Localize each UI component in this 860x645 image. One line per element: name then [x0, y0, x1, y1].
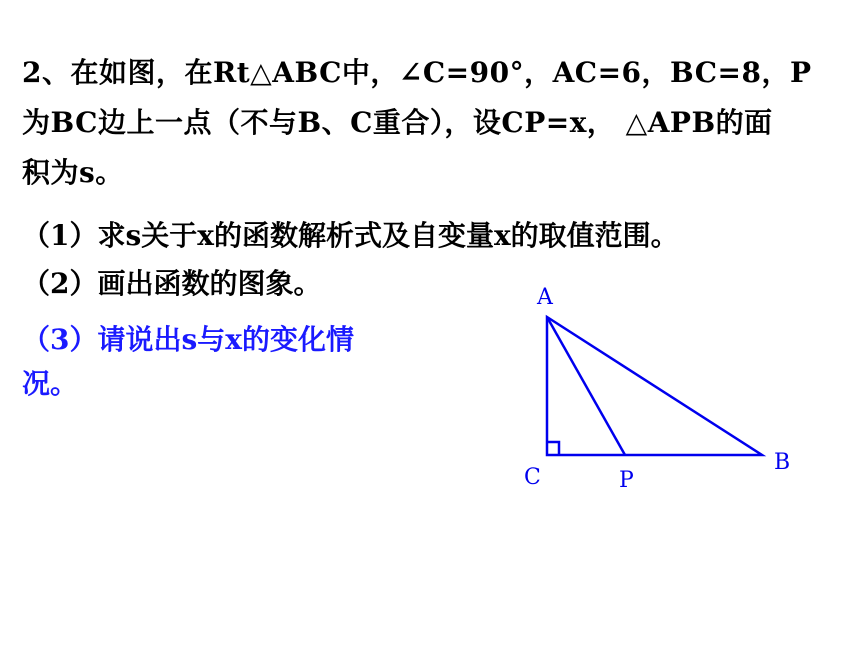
label-p: P [619, 468, 634, 493]
label-b: B [774, 450, 791, 475]
question-3-line-1: （3）请说出s与x的变化情 [22, 323, 354, 356]
label-a: A [537, 285, 553, 310]
problem-line-3: 积为s。 [22, 156, 124, 189]
label-c: C [524, 465, 541, 490]
segment-ap [547, 317, 625, 455]
question-3-line-2: 况。 [22, 367, 79, 400]
right-angle-mark [547, 442, 559, 455]
problem-line-2: 为BC边上一点（不与B、C重合），设CP=x， △APB的面 [22, 106, 773, 139]
question-2: （2）画出函数的图象。 [22, 267, 322, 300]
triangle-abc [547, 317, 762, 455]
problem-line-1: 2、在如图，在Rt△ABC中，∠C=90°，AC=6，BC=8，P [22, 56, 812, 89]
question-1: （1）求s关于x的函数解析式及自变量x的取值范围。 [22, 219, 679, 252]
